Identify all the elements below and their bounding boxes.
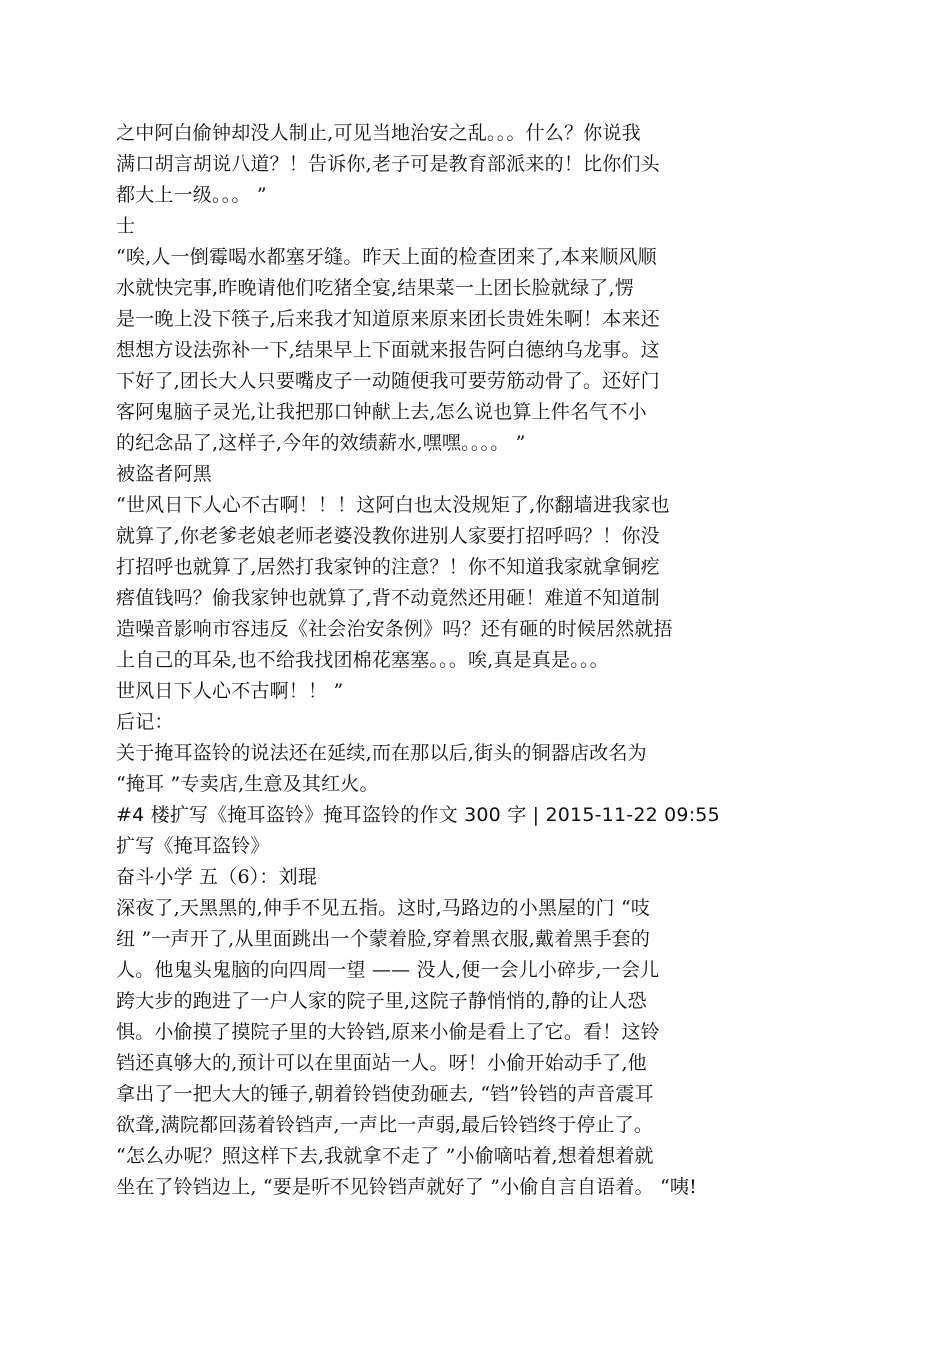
text-line: 纽 ”一声开了,从里面跳出一个蒙着脸,穿着黑衣服,戴着黑手套的 [116,928,651,950]
text-line: 深夜了,天黑黑的,伸手不见五指。这时,马路边的小黑屋的门 “吱 [116,897,651,919]
text-line: 士 [116,215,136,237]
text-line: 想想方设法弥补一下,结果早上下面就来报告阿白德纳乌龙事。这 [116,339,660,361]
text-line: 欲聋,满院都回荡着铃铛声,一声比一声弱,最后铃铛终于停止了。 [116,1114,654,1136]
text-line: “世风日下人心不古啊！！！这阿白也太没规矩了,你翻墙进我家也 [116,494,670,516]
document-body [116,118,876,1203]
text-line: 之中阿白偷钟却没人制止,可见当地治安之乱。。。什么？你说我 [116,122,641,144]
text-line: 惧。小偷摸了摸院子里的大铃铛,原来小偷是看上了它。看！这铃 [116,1021,660,1043]
text-line: 的纪念品了,这样子,今年的效绩薪水,嘿嘿。。。。 ” [116,432,526,454]
text-line: 瘩值钱吗？偷我家钟也就算了,背不动竟然还用砸！难道不知道制 [116,587,660,609]
text-line: 客阿鬼脑子灵光,让我把那口钟献上去,怎么说也算上件名气不小 [116,401,647,423]
text-line: 是一晚上没下筷子,后来我才知道原来原来团长贵姓朱啊！本来还 [116,308,660,330]
text-line: 造噪音影响市容违反《社会治安条例》吗？还有砸的时候居然就捂 [116,618,673,640]
text-line: 上自己的耳朵,也不给我找团棉花塞塞。。。唉,真是真是。。。 [116,649,609,671]
text-line: 跨大步的跑进了一户人家的院子里,这院子静悄悄的,静的让人恐 [116,990,647,1012]
section-label: 后记： [116,711,174,733]
text-line: 人。他鬼头鬼脑的向四周一望 —— 没人,便一会儿小碎步,一会儿 [116,959,660,981]
text-line: “怎么办呢？照这样下去,我就拿不走了 ”小偷嘀咕着,想着想着就 [116,1145,654,1167]
author-line: 奋斗小学 五（6）：刘琨 [116,866,318,888]
text-line: 下好了,团长大人只要嘴皮子一动随便我可要劳筋动骨了。还好门 [116,370,660,392]
text-line: 水就快完事,昨晚请他们吃猪全宴,结果菜一上团长脸就绿了,愣 [116,277,634,299]
text-line: “掩耳 ”专卖店,生意及其红火。 [116,773,379,795]
section-label: 被盗者阿黑 [116,463,213,485]
text-line: “唉,人一倒霉喝水都塞牙缝。昨天上面的检查团来了,本来顺风顺 [116,246,657,268]
text-line: 都大上一级。。。 ” [116,184,267,206]
text-line: 世风日下人心不古啊！！ ” [116,680,344,702]
text-line: 打招呼也就算了,居然打我家钟的注意？！你不知道我家就拿铜疙 [116,556,660,578]
text-line: 满口胡言胡说八道？！告诉你,老子可是教育部派来的！比你们头 [116,153,660,175]
post-heading: #4 楼扩写《掩耳盗铃》掩耳盗铃的作文 300 字 | 2015-11-22 09:55 [116,804,720,826]
text-line: 拿出了一把大大的锤子,朝着铃铛使劲砸去, “铛”铃铛的声音震耳 [116,1083,654,1105]
essay-title: 扩写《掩耳盗铃》 [116,835,270,857]
text-line: 铛还真够大的,预计可以在里面站一人。呀！小偷开始动手了,他 [116,1052,647,1074]
text-line: 关于掩耳盗铃的说法还在延续,而在那以后,街头的铜器店改名为 [116,742,647,764]
text-line: 就算了,你老爹老娘老师老婆没教你进别人家要打招呼吗？！你没 [116,525,660,547]
text-line: 坐在了铃铛边上, “要是听不见铃铛声就好了 ”小偷自言自语着。 “咦! [116,1176,697,1198]
